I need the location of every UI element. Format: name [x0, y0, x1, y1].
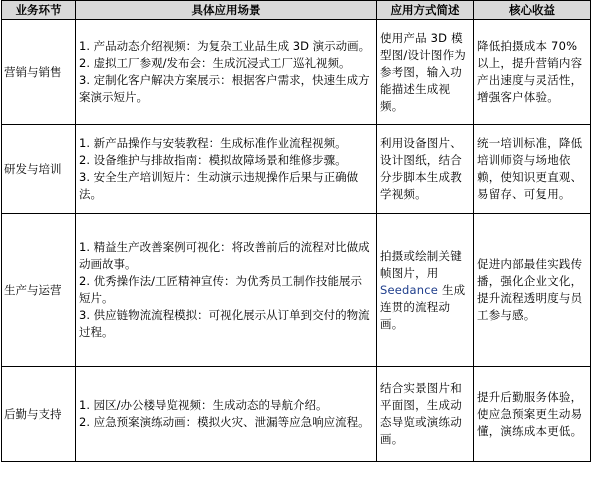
scenario-item: 3. 安全生产培训短片：生动演示违规操作后果与正确做法。	[79, 170, 359, 201]
table-row	[2, 214, 591, 367]
scenario-cell	[76, 214, 377, 367]
stage-cell: 营销与销售	[2, 20, 76, 125]
benefit-cell: 提升后勤服务体验，使应急预案更生动易懂，演练成本更低。	[474, 367, 591, 462]
scenario-item: 1. 新产品操作与安装教程：生成标准作业流程视频。	[79, 136, 347, 150]
scenario-item: 2. 优秀操作法/工匠精神宣传：为优秀员工制作技能展示短片。	[79, 274, 362, 305]
benefit-cell: 降低拍摄成本 70%以上，提升营销内容产出速度与灵活性，增强客户体验。	[474, 20, 591, 125]
stage-cell: 研发与培训	[2, 125, 76, 214]
method-cell	[377, 214, 474, 367]
scenario-cell	[76, 125, 377, 214]
method-text: 拍摄或绘制关键帧图片，用	[380, 248, 462, 280]
scenario-item: 1. 园区/办公楼导览视频：生成动态的导航介绍。	[79, 398, 328, 412]
table-header-row	[2, 1, 591, 20]
scenario-item: 2. 应急预案演练动画：模拟火灾、泄漏等应急响应流程。	[79, 415, 370, 429]
header-stage: 业务环节	[2, 1, 76, 20]
header-scenario: 具体应用场景	[76, 1, 377, 20]
scenario-item: 1. 精益生产改善案例可视化：将改善前后的流程对比做成动画故事。	[79, 240, 370, 271]
scenario-item: 1. 产品动态介绍视频：为复杂工业品生成 3D 演示动画。	[79, 39, 371, 53]
scenario-item: 2. 虚拟工厂参观/发布会：生成沉浸式工厂巡礼视频。	[79, 56, 351, 70]
scenario-cell	[76, 20, 377, 125]
stage-cell: 生产与运营	[2, 214, 76, 367]
header-method: 应用方式简述	[377, 1, 474, 20]
header-benefit: 核心收益	[474, 1, 591, 20]
applications-table	[1, 0, 591, 462]
table-row	[2, 367, 591, 462]
scenario-cell	[76, 367, 377, 462]
method-cell: 结合实景图片和平面图，生成动态导览或演练动画。	[377, 367, 474, 462]
method-text: 生成连贯的流程动画。	[380, 282, 466, 331]
stage-cell: 后勤与支持	[2, 367, 76, 462]
table-row	[2, 125, 591, 214]
product-name-highlight: Seedance	[380, 282, 439, 297]
benefit-cell: 促进内部最佳实践传播，强化企业文化，提升流程透明度与员工参与感。	[474, 214, 591, 367]
scenario-item: 2. 设备维护与排故指南：模拟故障场景和维修步骤。	[79, 153, 347, 167]
method-cell: 使用产品 3D 模型图/设计图作为参考图，输入功能描述生成视频。	[377, 20, 474, 125]
scenario-item: 3. 供应链物流流程模拟：可视化展示从订单到交付的物流过程。	[79, 308, 370, 339]
method-cell: 利用设备图片、设计图纸，结合分步脚本生成教学视频。	[377, 125, 474, 214]
benefit-cell: 统一培训标准，降低培训师资与场地依赖，使知识更直观、易留存、可复用。	[474, 125, 591, 214]
table-row	[2, 20, 591, 125]
scenario-item: 3. 定制化客户解决方案展示：根据客户需求，快速生成方案演示短片。	[79, 73, 370, 104]
